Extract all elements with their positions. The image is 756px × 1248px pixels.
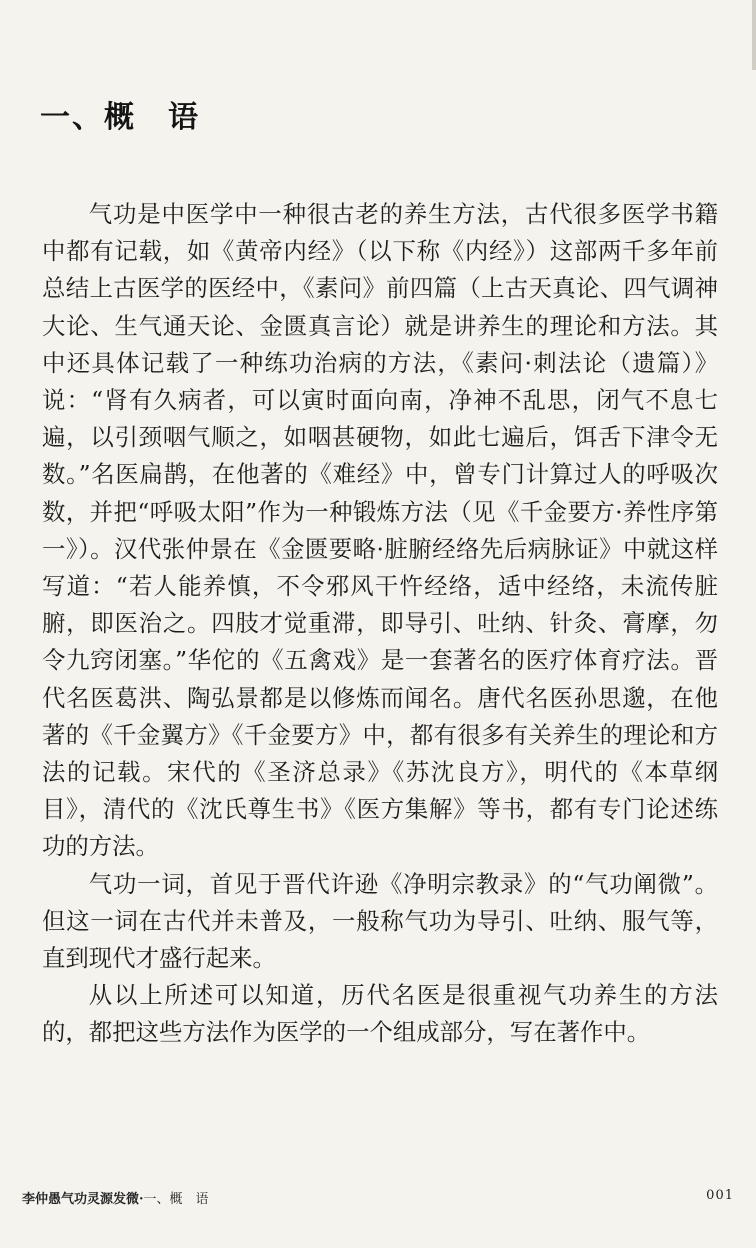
section-heading: 一、概 语 xyxy=(40,100,200,136)
footer-book-title: 李仲愚气功灵源发微 xyxy=(22,1192,140,1207)
body-text xyxy=(42,196,718,1052)
footer-separator: · xyxy=(139,1192,144,1207)
footer-section: 一、概 语 xyxy=(143,1192,209,1207)
paragraph-3: 从以上所述可以知道，历代名医是很重视气功养生的方法的，都把这些方法作为医学的一个组成部分，写在著作中。 xyxy=(42,981,718,1047)
running-footer xyxy=(22,1188,209,1207)
page-number: 001 xyxy=(706,1188,734,1203)
paragraph-1: 气功是中医学中一种很古老的养生方法，古代很多医学书籍中都有记载，如《黄帝内经》（以下称《内经》）这部两千多年前总结上古医学的医经中，《素问》前四篇（上古天真论、四气调神大论、生气通天论、金匮真言论）就是讲养生的理论和方法。其中还具体记载了一种练功治病的方法，《素问·刺法论（遗篇）》说：“肾有久病者，可以寅时面向南，净神不乱思，闭气不息七遍，以引颈咽气顺之，如咽甚硬物，如此七遍后，饵舌下津令无数。”名医扁鹊，在他著的《难经》中，曾专门计算过人的呼吸次数，并把“呼吸太阳”作为一种锻炼方法（见《千金要方·养性序第一》）。汉代张仲景在《金匮要略·脏腑经络先后病脉证》中就这样写道：“若人能养慎，不令邪风干忤经络，适中经络，未流传脏腑，即医治之。四肢才觉重滞，即导引、吐纳、针灸、膏摩，勿令九窍闭塞。”华佗的《五禽戏》是一套著名的医疗体育疗法。晋代名医葛洪、陶弘景都是以修炼而闻名。唐代名医孙思邈，在他著的《千金翼方》《千金要方》中，都有很多有关养生的理论和方法的记载。宋代的《圣济总录》《苏沈良方》，明代的《本草纲目》，清代的《沈氏尊生书》《医方集解》等书，都有专门论述练功的方法。 xyxy=(42,200,718,861)
page-edge-shadow xyxy=(752,0,756,70)
page-footer xyxy=(22,1188,734,1210)
paragraph-2: 气功一词，首见于晋代许逊《净明宗教录》的“气功阐微”。但这一词在古代并未普及，一般称气功为导引、吐纳、服气等，直到现代才盛行起来。 xyxy=(42,869,718,973)
